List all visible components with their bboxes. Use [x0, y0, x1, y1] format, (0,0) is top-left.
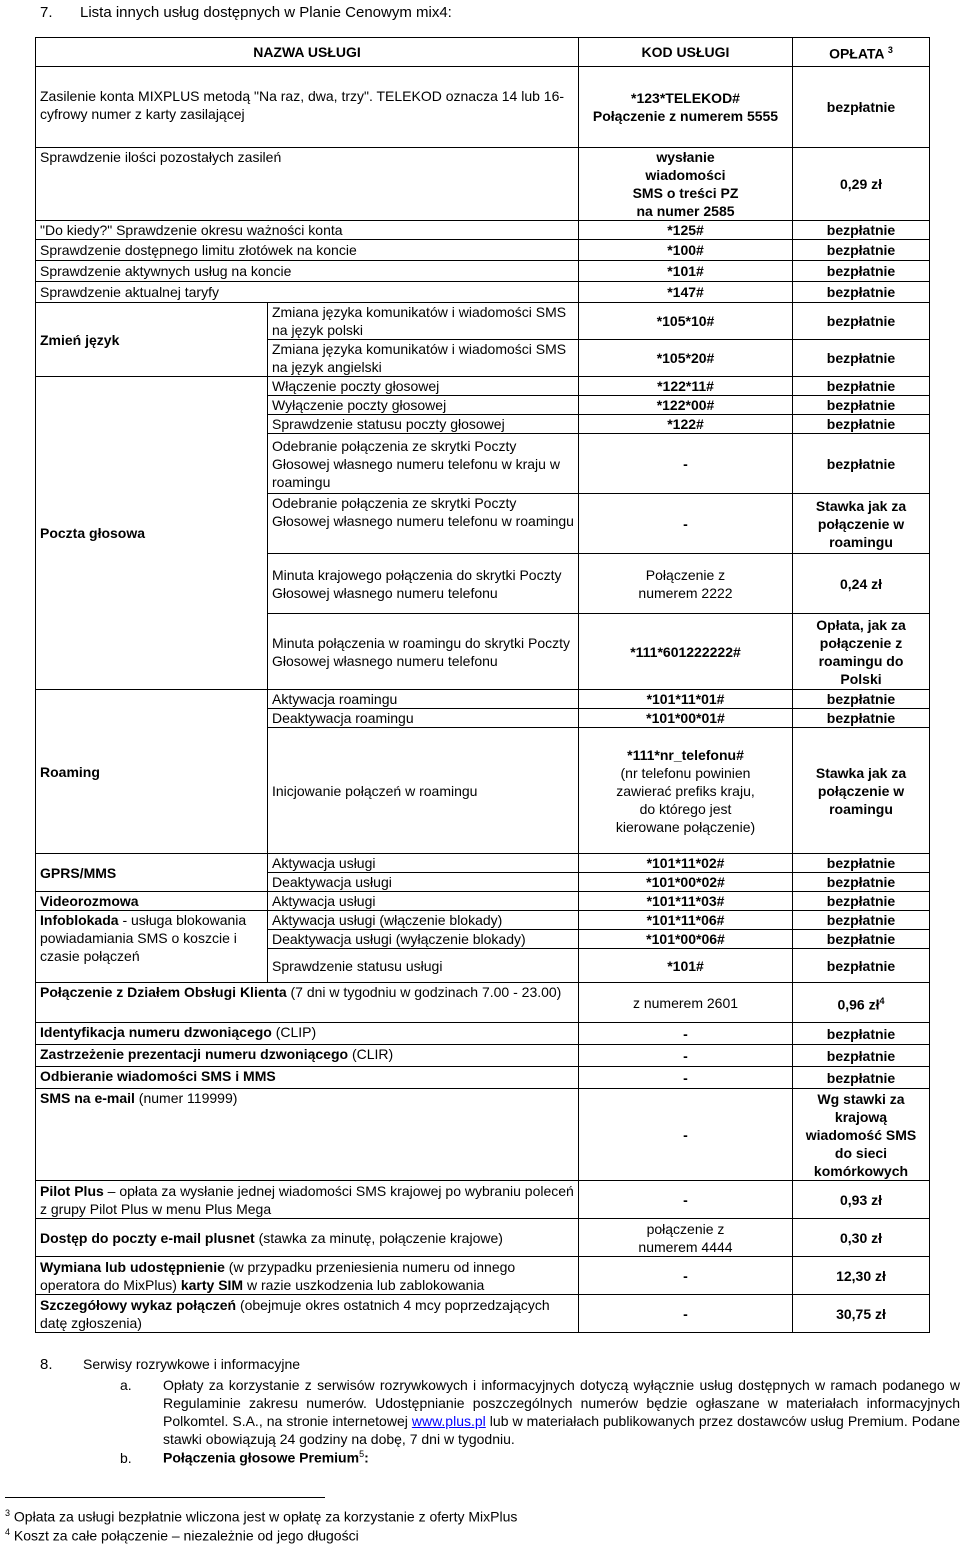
service-name-bold: Zastrzeżenie prezentacji numeru dzwoniącego — [40, 1046, 349, 1062]
service-code: *101*11*06# — [579, 911, 793, 930]
service-name: Inicjowanie połączeń w roamingu — [268, 728, 579, 854]
service-name: Sprawdzenie statusu poczty głosowej — [268, 415, 579, 434]
service-fee: 0,30 zł — [793, 1219, 930, 1257]
service-name: Minuta krajowego połączenia do skrytki Poczty Głosowej własnego numeru telefonu — [268, 554, 579, 614]
service-fee: bezpłatnie — [793, 892, 930, 911]
service-fee: bezpłatnie — [793, 340, 930, 377]
service-name: Minuta połączenia w roamingu do skrytki Poczty Głosowej własnego numeru telefonu — [268, 614, 579, 690]
roaming-code: *111*nr_telefonu# — [627, 746, 744, 763]
service-name: Sprawdzenie dostępnego limitu złotówek na koncie — [36, 240, 579, 261]
footnote — [5, 1527, 359, 1544]
service-code: Połączenie z numerem 2222 — [579, 554, 793, 614]
table-row — [36, 1181, 930, 1219]
service-fee: Opłata, jak za połączenie z roamingu do Polski — [793, 614, 930, 690]
service-name-rest: (obejmuje okres ostatnich 4 mcy poprzedzających datę zgłoszenia) — [40, 1296, 550, 1331]
footnote-number: 4 — [5, 1527, 11, 1537]
table-row — [36, 1023, 930, 1045]
service-name: Zmiana języka komunikatów i wiadomości SMS na język polski — [268, 303, 579, 340]
service-code: *125# — [579, 221, 793, 240]
table-row — [36, 1089, 930, 1181]
section-8-heading — [40, 1356, 300, 1373]
service-code: z numerem 2601 — [579, 983, 793, 1023]
service-code: *101*00*06# — [579, 930, 793, 949]
item-label: a. — [120, 1377, 132, 1393]
section-title: Serwisy rozrywkowe i informacyjne — [83, 1356, 301, 1372]
service-code: - — [579, 1295, 793, 1333]
service-name: Zmiana języka komunikatów i wiadomości SMS na język angielski — [268, 340, 579, 377]
table-row — [36, 282, 930, 303]
service-code: - — [579, 1257, 793, 1295]
item-text: Połączenia głosowe Premium — [163, 1449, 360, 1466]
service-name — [36, 983, 579, 1023]
service-fee: 0,29 zł — [793, 148, 930, 221]
service-fee: bezpłatnie — [793, 282, 930, 303]
service-code: *122*00# — [579, 396, 793, 415]
service-fee: bezpłatnie — [793, 415, 930, 434]
roaming-code-note: (nr telefonu powinien zawierać prefiks kraju, do którego jest kierowane połączenie) — [615, 764, 756, 835]
service-name: Sprawdzenie aktualnej taryfy — [36, 282, 579, 303]
service-fee — [793, 983, 930, 1023]
item-colon: : — [364, 1449, 369, 1466]
service-name-rest: w razie uszkodzenia lub zablokowania — [243, 1276, 485, 1293]
service-code: - — [579, 1045, 793, 1067]
table-row — [36, 1045, 930, 1067]
services-table — [35, 37, 930, 1333]
item-label: b. — [120, 1449, 132, 1466]
service-name: Aktywacja roamingu — [268, 690, 579, 709]
fee-value: 0,96 zł — [837, 996, 880, 1013]
service-name: Sprawdzenie aktywnych usług na koncie — [36, 261, 579, 282]
service-name: "Do kiedy?" Sprawdzenie okresu ważności konta — [36, 221, 579, 240]
service-fee: 12,30 zł — [793, 1257, 930, 1295]
service-name — [36, 1257, 579, 1295]
service-code — [579, 67, 793, 148]
footnote-divider — [5, 1497, 325, 1498]
service-fee: Stawka jak za połączenie w roamingu — [793, 728, 930, 854]
service-fee: bezpłatnie — [793, 434, 930, 494]
table-row — [36, 1257, 930, 1295]
service-code: - — [579, 1067, 793, 1089]
service-fee: Wg stawki za krajową wiadomość SMS do sieci komórkowych — [793, 1089, 930, 1181]
item-text-part: lub w materiałach publikowanych przez dostawców usług Premium. Podane stawki obowiązują 24 godziny na dobę, 7 dni w tygodniu. — [163, 1413, 960, 1447]
service-code: *101# — [579, 261, 793, 282]
service-name: Deaktywacja roamingu — [268, 709, 579, 728]
section-7-heading — [40, 4, 452, 21]
service-name — [36, 1023, 579, 1045]
service-name: Wyłączenie poczty głosowej — [268, 396, 579, 415]
infoblokada-label: Infoblokada — [40, 912, 119, 928]
service-code: połączenie z numerem 4444 — [579, 1219, 793, 1257]
service-name-bold: Odbieranie wiadomości SMS i MMS — [40, 1068, 276, 1084]
service-name: Włączenie poczty głosowej — [268, 377, 579, 396]
service-fee: bezpłatnie — [793, 709, 930, 728]
telekod-code: *123*TELEKOD# Połączenie z numerem 5555 — [592, 90, 779, 124]
group-label: GPRS/MMS — [36, 854, 268, 892]
service-name — [36, 1089, 579, 1181]
service-name-rest: (CLIR) — [348, 1046, 394, 1062]
service-name-bold: Dostęp do poczty e-mail plusnet — [40, 1229, 255, 1246]
table-row — [36, 892, 930, 911]
section-number: 8. — [40, 1356, 53, 1373]
service-fee: bezpłatnie — [793, 396, 930, 415]
service-name: Aktywacja usługi — [268, 854, 579, 873]
service-fee: bezpłatnie — [793, 854, 930, 873]
service-code: *101*11*01# — [579, 690, 793, 709]
service-fee: 30,75 zł — [793, 1295, 930, 1333]
service-fee: bezpłatnie — [793, 221, 930, 240]
header-fee — [793, 38, 930, 67]
footnote — [5, 1508, 517, 1525]
service-fee: bezpłatnie — [793, 261, 930, 282]
service-name-bold: Wymiana lub udostępnienie — [40, 1258, 225, 1275]
service-name: Deaktywacja usługi — [268, 873, 579, 892]
service-name-rest: (w przypadku przeniesienia numeru od innego operatora do MixPlus) — [40, 1258, 516, 1293]
service-fee: bezpłatnie — [793, 240, 930, 261]
service-code: *101*00*02# — [579, 873, 793, 892]
service-code: *122# — [579, 415, 793, 434]
footnote-ref: 5 — [359, 1449, 365, 1459]
section-8-item-b — [120, 1449, 369, 1466]
table-row — [36, 854, 930, 873]
service-fee: bezpłatnie — [793, 873, 930, 892]
table-row — [36, 377, 930, 396]
service-code: - — [579, 1023, 793, 1045]
service-code: *101*00*01# — [579, 709, 793, 728]
service-code: *100# — [579, 240, 793, 261]
service-name-rest: (stawka za minutę, połączenie krajowe) — [254, 1229, 503, 1246]
infoblokada-desc: - usługa blokowania powiadamiania SMS o koszcie i czasie połączeń — [40, 912, 247, 964]
service-name — [36, 1219, 579, 1257]
service-name: Odebranie połączenia ze skrytki Poczty Głosowej własnego numeru telefonu w kraju w roamingu — [268, 434, 579, 494]
service-fee: bezpłatnie — [793, 949, 930, 983]
service-code: - — [579, 434, 793, 494]
footnote-number: 3 — [5, 1508, 11, 1518]
footnote-text: Opłata za usługi bezpłatnie wliczona jest w opłatę za korzystanie z oferty MixPlus — [13, 1508, 518, 1525]
group-label: Zmień język — [36, 303, 268, 377]
service-fee: 0,24 zł — [793, 554, 930, 614]
table-row — [36, 221, 930, 240]
service-fee: Stawka jak za połączenie w roamingu — [793, 494, 930, 554]
service-code: - — [579, 494, 793, 554]
header-name: NAZWA USŁUGI — [36, 38, 579, 67]
plus-link[interactable]: www.plus.pl — [411, 1413, 486, 1429]
service-code: *105*10# — [579, 303, 793, 340]
table-row — [36, 240, 930, 261]
item-text — [163, 1376, 960, 1448]
service-name-rest: (numer 119999) — [134, 1090, 238, 1106]
table-row — [36, 1295, 930, 1333]
service-code: *111*601222222# — [579, 614, 793, 690]
table-row — [36, 148, 930, 221]
section-number: 7. — [40, 4, 53, 21]
service-fee: bezpłatnie — [793, 1045, 930, 1067]
table-row — [36, 911, 930, 930]
table-header-row — [36, 38, 930, 67]
service-name-rest: (7 dni w tygodniu w godzinach 7.00 - 23.00) — [286, 984, 562, 1000]
service-code: *101*11*02# — [579, 854, 793, 873]
table-row — [36, 67, 930, 148]
table-row — [36, 1219, 930, 1257]
table-row — [36, 303, 930, 340]
table-row — [36, 690, 930, 709]
service-name-rest: (CLIP) — [271, 1024, 317, 1040]
service-code: - — [579, 1089, 793, 1181]
service-fee: bezpłatnie — [793, 930, 930, 949]
table-row — [36, 983, 930, 1023]
service-name — [36, 1067, 579, 1089]
service-fee: bezpłatnie — [793, 67, 930, 148]
table-row — [36, 1067, 930, 1089]
header-fee-text: OPŁATA — [829, 45, 885, 62]
service-name: Odebranie połączenia ze skrytki Poczty Głosowej własnego numeru telefonu w roamingu — [268, 494, 579, 554]
item-text-part: Opłaty za korzystanie z serwisów rozrywkowych i informacyjnych dotyczą wyłącznie usług dostępnych w ramach podanego w Regulaminie zakresu numerów. Udostępnianie poszczególnych numerów będzie ogłaszane w materiałach informacyjnych Polkomtel. S.A., na stronie internetowej — [163, 1377, 960, 1429]
service-fee: bezpłatnie — [793, 911, 930, 930]
service-name: Aktywacja usługi (włączenie blokady) — [268, 911, 579, 930]
service-name: Sprawdzenie ilości pozostałych zasileń — [36, 148, 579, 221]
service-code: *105*20# — [579, 340, 793, 377]
service-fee: bezpłatnie — [793, 690, 930, 709]
service-code: *101# — [579, 949, 793, 983]
service-fee: bezpłatnie — [793, 1023, 930, 1045]
service-code: *147# — [579, 282, 793, 303]
footnote-ref: 4 — [879, 995, 885, 1006]
service-name — [36, 1181, 579, 1219]
group-label: Videorozmowa — [36, 892, 268, 911]
service-name: Zasilenie konta MIXPLUS metodą "Na raz, dwa, trzy". TELEKOD oznacza 14 lub 16-cyfrowy numer z karty zasilającej — [36, 67, 579, 148]
group-label: Poczta głosowa — [36, 377, 268, 690]
service-code: *122*11# — [579, 377, 793, 396]
service-name: Deaktywacja usługi (wyłączenie blokady) — [268, 930, 579, 949]
service-name: Sprawdzenie statusu usługi — [268, 949, 579, 983]
service-code: *101*11*03# — [579, 892, 793, 911]
service-code: wysłanie wiadomości SMS o treści PZ na numer 2585 — [579, 148, 793, 221]
service-name — [36, 1045, 579, 1067]
section-8-item-a — [120, 1376, 960, 1448]
service-code — [579, 728, 793, 854]
service-name-bold: Połączenie z Działem Obsługi Klienta — [40, 984, 287, 1000]
header-code: KOD USŁUGI — [579, 38, 793, 67]
service-fee: bezpłatnie — [793, 377, 930, 396]
service-name-bold: Identyfikacja numeru dzwoniącego — [40, 1024, 272, 1040]
service-fee: 0,93 zł — [793, 1181, 930, 1219]
section-title: Lista innych usług dostępnych w Planie Cenowym mix4: — [80, 4, 452, 21]
footnote-text: Koszt za całe połączenie – niezależnie od jego długości — [13, 1527, 359, 1544]
service-code: - — [579, 1181, 793, 1219]
service-fee: bezpłatnie — [793, 1067, 930, 1089]
group-label — [36, 911, 268, 983]
service-name-bold: Pilot Plus — [40, 1182, 104, 1199]
service-fee: bezpłatnie — [793, 303, 930, 340]
service-name-bold: karty SIM — [180, 1276, 244, 1293]
group-label: Roaming — [36, 690, 268, 854]
service-name: Aktywacja usługi — [268, 892, 579, 911]
service-name — [36, 1295, 579, 1333]
service-name-rest: – opłata za wysłanie jednej wiadomości SMS krajowej po wybraniu poleceń z grupy Pilot Plus w menu Plus Mega — [40, 1182, 574, 1217]
footnote-ref: 3 — [887, 45, 893, 56]
service-name-bold: Szczegółowy wykaz połączeń — [40, 1296, 237, 1313]
table-row — [36, 261, 930, 282]
service-name-bold: SMS na e-mail — [40, 1090, 135, 1106]
